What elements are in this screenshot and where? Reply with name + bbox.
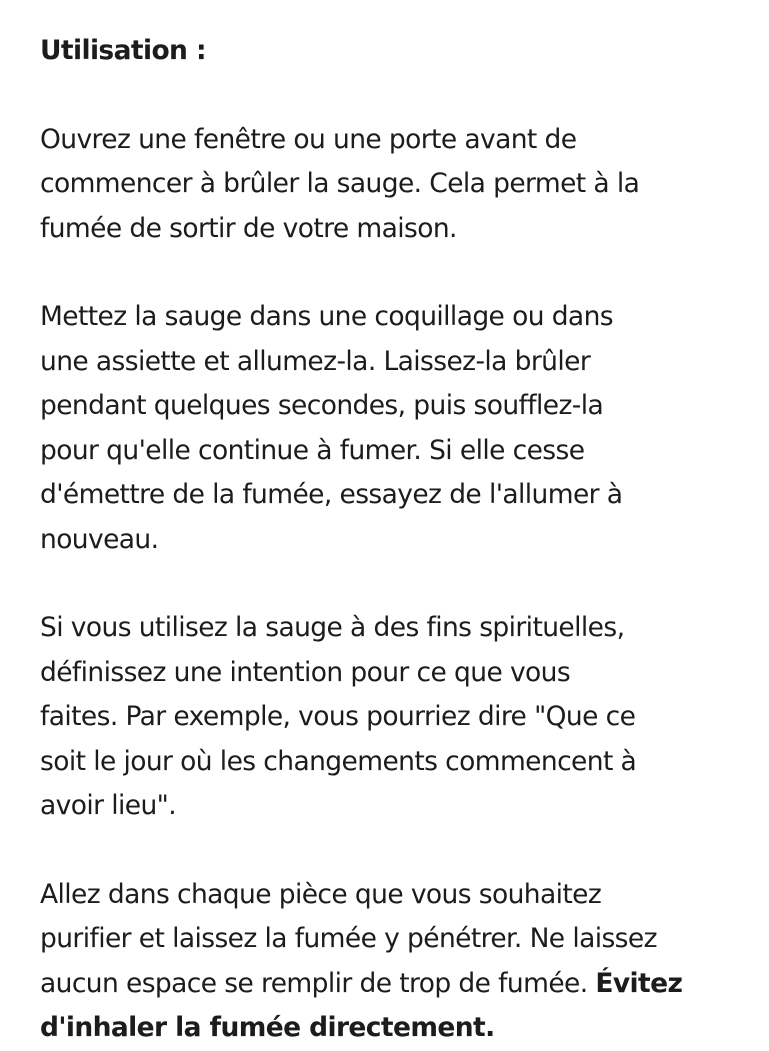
text-line: soit le jour où les changements commencent à bbox=[40, 745, 637, 777]
paragraph-3 bbox=[40, 606, 769, 829]
text-line: purifier et laissez la fumée y pénétrer. Ne laissez bbox=[40, 923, 657, 954]
paragraph-4 bbox=[40, 873, 769, 1051]
paragraph-2 bbox=[40, 295, 769, 562]
warning-text: d'inhaler la fumée directement. bbox=[40, 1012, 495, 1043]
text-line: une assiette et allumez-la. Laissez-la brûler bbox=[40, 345, 591, 377]
text-line: Ouvrez une fenêtre ou une porte avant de bbox=[40, 123, 577, 155]
text-line: avoir lieu". bbox=[40, 790, 177, 821]
text-line bbox=[40, 962, 769, 1007]
paragraph-1 bbox=[40, 118, 769, 252]
text-line: définissez une intention pour ce que vous bbox=[40, 656, 571, 688]
text-line: Allez dans chaque pièce que vous souhaitez bbox=[40, 878, 602, 910]
text-line: Mettez la sauge dans une coquillage ou dans bbox=[40, 301, 613, 332]
text-line: commencer à brûler la sauge. Cela permet à la bbox=[40, 168, 640, 199]
text-line: pour qu'elle continue à fumer. Si elle cesse bbox=[40, 434, 585, 466]
article-body bbox=[40, 29, 769, 1051]
text-line: pendant quelques secondes, puis soufflez-la bbox=[40, 390, 604, 421]
text-line: Si vous utilisez la sauge à des fins spirituelles, bbox=[40, 612, 625, 643]
text-line: faites. Par exemple, vous pourriez dire "Que ce bbox=[40, 701, 636, 732]
text-line: fumée de sortir de votre maison. bbox=[40, 212, 457, 244]
section-heading: Utilisation : bbox=[40, 35, 206, 66]
text-segment: aucun espace se remplir de trop de fumée. bbox=[40, 967, 596, 999]
warning-text: Évitez bbox=[595, 967, 683, 999]
text-line: nouveau. bbox=[40, 523, 159, 555]
text-line: d'émettre de la fumée, essayez de l'allumer à bbox=[40, 479, 623, 510]
